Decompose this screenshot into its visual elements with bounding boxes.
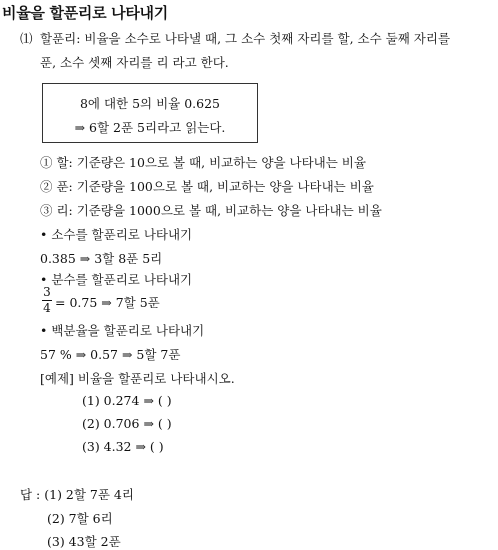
exercise-item: (2) 0.706 ⇒ ( ) — [82, 416, 172, 431]
page-title: 비율을 할푼리로 나타내기 — [2, 4, 168, 22]
unit-ri: ③ 리: 기준량을 1000으로 볼 때, 비교하는 양을 나타내는 비율 — [40, 203, 382, 218]
example-box-line-2: ⇒ 6할 2푼 5리라고 읽는다. — [74, 120, 226, 135]
example-box — [42, 83, 258, 143]
definition-marker: ⑴ — [20, 31, 33, 46]
fraction-numerator: 3 — [43, 285, 51, 299]
unit-hal: ① 할: 기준량은 10으로 볼 때, 비교하는 양을 나타내는 비율 — [40, 155, 366, 170]
unit-pun: ② 푼: 기준량을 100으로 볼 때, 비교하는 양을 나타내는 비율 — [40, 179, 374, 194]
answer-line-3: (3) 43할 2푼 — [47, 534, 121, 549]
fraction-example: = 0.75 ⇒ 7할 5푼 — [55, 295, 160, 310]
fraction-heading: • 분수를 할푼리로 나타내기 — [40, 272, 193, 287]
definition-line-2: 푼, 소수 셋째 자리를 리 라고 한다. — [40, 55, 229, 70]
decimal-heading: • 소수를 할푼리로 나타내기 — [40, 227, 193, 242]
answer-line-2: (2) 7할 6리 — [47, 511, 113, 526]
decimal-example: 0.385 ⇒ 3할 8푼 5리 — [40, 251, 163, 266]
answer-line-1: 답 : (1) 2할 7푼 4리 — [20, 487, 134, 502]
fraction-denominator: 4 — [43, 301, 51, 315]
definition-line-1: 할푼리: 비율을 소수로 나타낼 때, 그 소수 첫째 자리를 할, 소수 둘째 자리를 — [40, 31, 451, 46]
exercise-item: (1) 0.274 ⇒ ( ) — [82, 393, 172, 408]
example-box-line-1: 8에 대한 5의 비율 0.625 — [79, 96, 221, 111]
percent-example: 57 % ⇒ 0.57 ⇒ 5할 7푼 — [40, 347, 181, 362]
exercise-item: (3) 4.32 ⇒ ( ) — [82, 439, 164, 454]
exercise-label: [예제] 비율을 할푼리로 나타내시오. — [40, 371, 235, 386]
percent-heading: • 백분율을 할푼리로 나타내기 — [40, 323, 205, 338]
fraction — [42, 286, 52, 315]
